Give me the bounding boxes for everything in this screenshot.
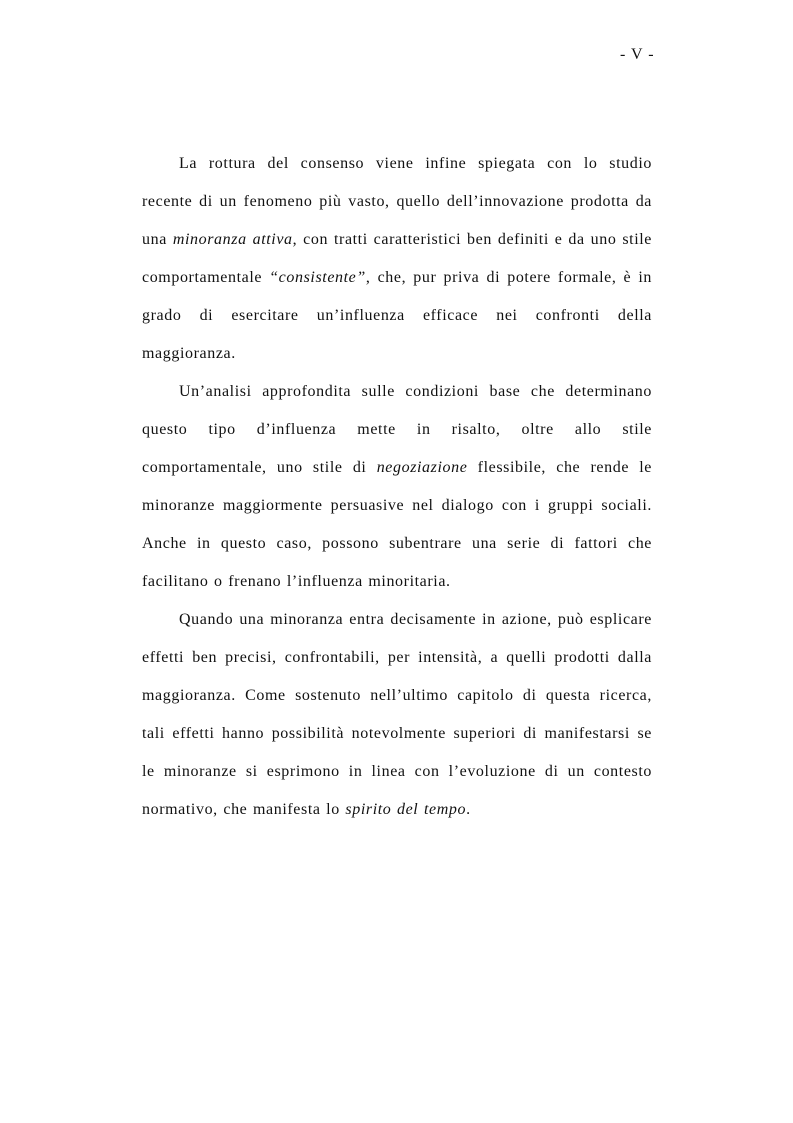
emphasis-consistente: “consistente” xyxy=(269,269,366,286)
paragraph-2-text: Un’analisi approfondita sulle condizioni base che determinano questo tipo d’influenza mette in risalto, oltre allo stile comportamentale, uno stile di xyxy=(142,383,652,476)
body-text xyxy=(142,145,652,829)
paragraph-2 xyxy=(142,373,652,601)
paragraph-3-text: . xyxy=(466,801,471,818)
paragraph-1-text: , con tratti caratteristici ben definiti e da uno stile comportamentale xyxy=(142,231,652,286)
emphasis-minoranza-attiva: minoranza attiva xyxy=(172,231,293,248)
paragraph-1-text: La rottura del consenso viene infine spiegata con lo studio recente di un fenomeno più vasto, quello dell’innovazione prodotta da una xyxy=(142,155,652,248)
page-number: - V - xyxy=(620,46,655,63)
paragraph-2-text: flessibile, che rende le minoranze maggiormente persuasive nel dialogo con i gruppi sociali. Anche in questo caso, possono subentrare una serie di fattori che facilitano o frenano l’influenza minoritaria. xyxy=(142,459,652,590)
paragraph-3 xyxy=(142,601,652,829)
paragraph-3-text: Quando una minoranza entra decisamente in azione, può esplicare effetti ben precisi, confrontabili, per intensità, a quelli prodotti dalla maggioranza. Come sostenuto nell’ultimo capitolo di questa ricerca, tali effetti hanno possibilità notevolmente superiori di manifestarsi se le minoranze si esprimono in linea con l’evoluzione di un contesto normativo, che manifesta lo xyxy=(142,611,652,818)
emphasis-spirito-del-tempo: spirito del tempo xyxy=(345,801,467,818)
paragraph-1 xyxy=(142,145,652,373)
paragraph-1-text: , che, pur priva di potere formale, è in grado di esercitare un’influenza efficace nei confronti della maggioranza. xyxy=(142,269,652,362)
emphasis-negoziazione: negoziazione xyxy=(376,459,468,476)
